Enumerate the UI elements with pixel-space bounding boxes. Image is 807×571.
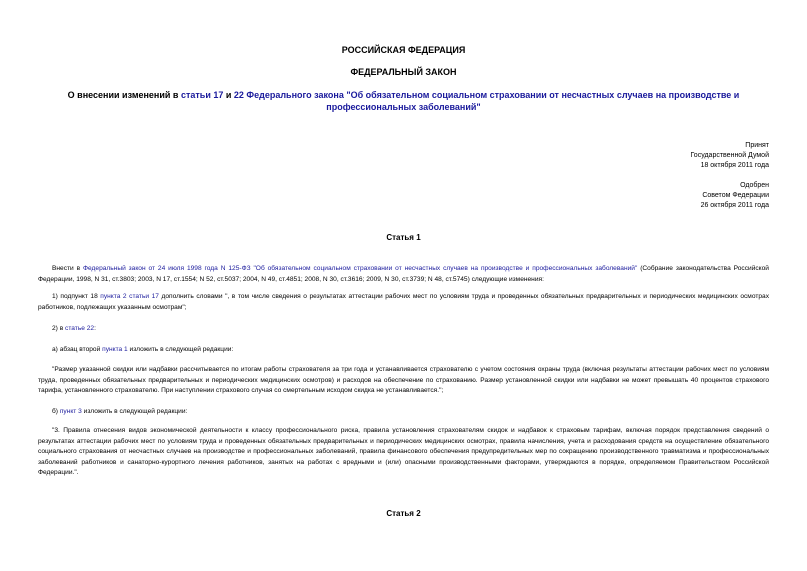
article-1-heading: Статья 1 bbox=[386, 233, 421, 242]
title-text-2: и bbox=[223, 90, 234, 100]
p2-text-1: 1) подпункт 18 bbox=[52, 293, 101, 300]
title-link-article-17[interactable]: статьи 17 bbox=[180, 90, 224, 100]
article-2-heading: Статья 2 bbox=[386, 509, 421, 518]
article-1-paragraph-intro bbox=[38, 264, 769, 285]
p4-link-point-1[interactable]: пункта 1 bbox=[102, 346, 128, 353]
article-1-quote-2: "3. Правила отнесения видов экономической деятельности к классу профессионального риска, правила установления страхователям скидок и надбавок к страховым тарифам, включая порядок представления сведений о результатах аттестации рабочих мест по условиям труда и проведенных обязательных предварительных и периодических медицинских осмотрах, правила начисления, учета и расходования средств на осуществление обязательного социального страхования от несчастных случаев на производстве и профессиональных заболеваний, правила финансового обеспечения предупредительных мер по сокращению производственного травматизма и профессиональных заболеваний работников и санаторно-курортного лечения работников, занятых на работах с вредными и (или) опасными производственными факторами, утверждаются в порядке, определяемом Правительством Российской Федерации.". bbox=[38, 427, 769, 476]
approved-block bbox=[701, 181, 769, 211]
p6-link-point-3[interactable]: пункт 3 bbox=[59, 408, 82, 415]
approved-line-2: Советом Федерации bbox=[702, 192, 769, 199]
article-1-quote-1: "Размер указанной скидки или надбавки рассчитывается по итогам работы страхователя за три года и устанавливается страхователю с учетом состояния охраны труда (включая результаты аттестации рабочих мест по условиям труда, проведенных обязательных предварительных и периодических медицинских осмотров) и расходов на обеспечение по страхованию. Размер установленной скидки или надбавки не может превышать 40 процентов страхового тарифа, установленного страхователю. При наступлении страхового случая со смертельным исходом скидка не устанавливается."; bbox=[38, 366, 769, 394]
article-1-subitem-a bbox=[38, 345, 769, 356]
p2-link-article-17[interactable]: пункта 2 статьи 17 bbox=[100, 293, 159, 300]
header-doc-type: ФЕДЕРАЛЬНЫЙ ЗАКОН bbox=[350, 67, 457, 77]
accepted-line-3: 18 октября 2011 года bbox=[700, 162, 769, 169]
article-1-item-1 bbox=[38, 292, 769, 313]
p3-text-2: : bbox=[94, 325, 96, 332]
document-title bbox=[50, 89, 757, 113]
accepted-line-2: Государственной Думой bbox=[690, 152, 769, 159]
approved-line-1: Одобрен bbox=[740, 182, 769, 189]
p6-text-1: б) bbox=[52, 408, 60, 415]
p2-text-2: дополнить словами ", в том числе сведения о результатах аттестации рабочих мест по условиям труда и проведенных обязательных предварительных и периодических медицинских осмотрах работников, подлежащих указанным осмотрам"; bbox=[38, 293, 769, 311]
p3-link-article-22[interactable]: статье 22 bbox=[65, 325, 95, 332]
p4-text-1: а) абзац второй bbox=[52, 346, 103, 353]
p1-text-2: (Собрание законодательства Российской Федерации, 1998, N 31, ст.3803; 2003, N 17, ст.1554; N 52, ст.5037; 2004, N 49, ст.4851; 2008, N 30, ст.3616; 2009, N 30, ст.3739; N 48, ст.5745) следующие изменения: bbox=[38, 265, 769, 283]
approved-line-3: 26 октября 2011 года bbox=[700, 202, 769, 209]
accepted-block bbox=[690, 141, 769, 171]
p1-text-1: Внести в bbox=[52, 265, 84, 272]
accepted-line-1: Принят bbox=[745, 142, 769, 149]
p6-text-2: изложить в следующей редакции: bbox=[81, 408, 188, 415]
p1-link-federal-law[interactable]: Федеральный закон от 24 июля 1998 года N 125-ФЗ "Об обязательном социальном страховании от несчастных случаев на производстве и профессиональных заболеваний" bbox=[83, 265, 638, 272]
article-1-item-2 bbox=[38, 324, 769, 335]
header-country: РОССИЙСКАЯ ФЕДЕРАЦИЯ bbox=[341, 45, 466, 55]
p3-text-1: 2) в bbox=[52, 325, 66, 332]
title-text-1: О внесении изменений в bbox=[67, 90, 181, 100]
article-1-subitem-b bbox=[38, 407, 769, 418]
title-link-article-22[interactable]: 22 Федерального закона "Об обязательном социальном страховании от несчастных случаев на производстве и профессиональных заболеваний" bbox=[233, 90, 740, 112]
p4-text-2: изложить в следующей редакции: bbox=[127, 346, 234, 353]
